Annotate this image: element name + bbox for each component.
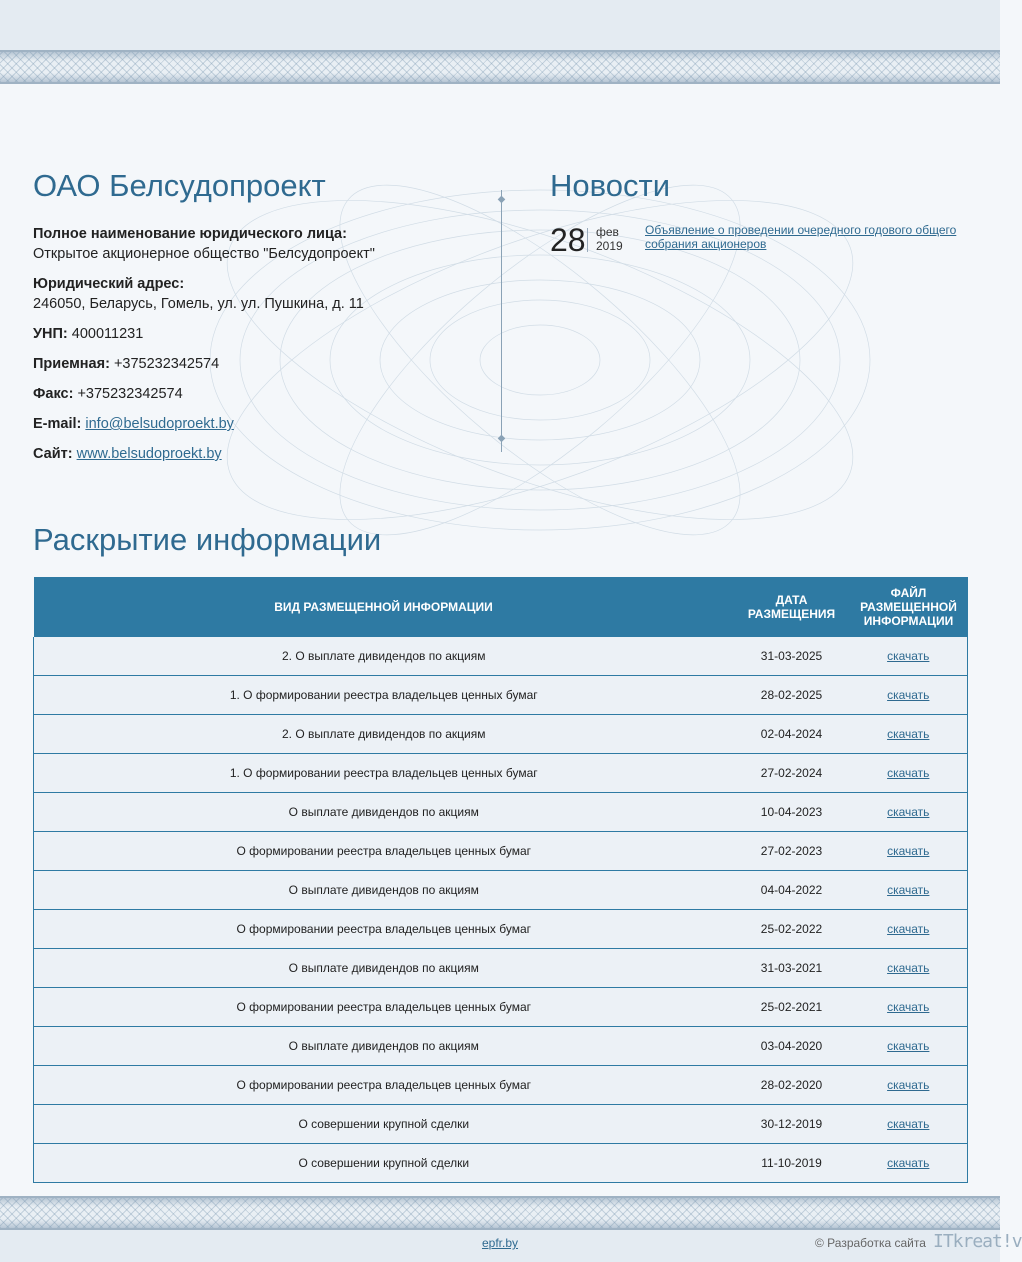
news-title: Новости xyxy=(550,168,671,203)
site-link[interactable]: www.belsudoproekt.by xyxy=(76,446,222,462)
table-row xyxy=(34,832,968,871)
cell-file xyxy=(850,715,968,754)
cell-date: 04-04-2022 xyxy=(734,871,850,910)
download-link[interactable]: скачать xyxy=(887,805,930,819)
cell-type: О формировании реестра владельцев ценных бумаг xyxy=(34,832,734,871)
cell-type: О выплате дивидендов по акциям xyxy=(34,793,734,832)
download-link[interactable]: скачать xyxy=(887,688,930,702)
cell-date: 03-04-2020 xyxy=(734,1027,850,1066)
cell-file xyxy=(850,871,968,910)
unp-label: УНП: xyxy=(33,326,68,342)
address-row xyxy=(33,274,473,314)
full-name-label: Полное наименование юридического лица: xyxy=(33,226,347,242)
header-type: ВИД РАЗМЕЩЕННОЙ ИНФОРМАЦИИ xyxy=(34,577,734,637)
address-value: 246050, Беларусь, Гомель, ул. ул. Пушкина, д. 11 xyxy=(33,296,364,312)
cell-type: О выплате дивидендов по акциям xyxy=(34,871,734,910)
cell-file xyxy=(850,676,968,715)
cell-file xyxy=(850,793,968,832)
table-row xyxy=(34,1144,968,1183)
table-row xyxy=(34,871,968,910)
table-row xyxy=(34,1105,968,1144)
fax-value: +375232342574 xyxy=(77,386,183,402)
table-row xyxy=(34,637,968,676)
cell-date: 02-04-2024 xyxy=(734,715,850,754)
cell-date: 28-02-2025 xyxy=(734,676,850,715)
download-link[interactable]: скачать xyxy=(887,1078,930,1092)
download-link[interactable]: скачать xyxy=(887,1156,930,1170)
full-name-row xyxy=(33,224,473,264)
table-header-row xyxy=(34,577,968,637)
table-row xyxy=(34,754,968,793)
address-label: Юридический адрес: xyxy=(33,276,185,292)
table-row xyxy=(34,676,968,715)
cell-type: 2. О выплате дивидендов по акциям xyxy=(34,715,734,754)
cell-file xyxy=(850,1066,968,1105)
cell-date: 31-03-2021 xyxy=(734,949,850,988)
footer-link[interactable]: epfr.by xyxy=(482,1236,519,1250)
disclosure-table-body xyxy=(34,637,968,1183)
cell-type: О формировании реестра владельцев ценных бумаг xyxy=(34,910,734,949)
cell-date: 31-03-2025 xyxy=(734,637,850,676)
email-label: E-mail: xyxy=(33,416,82,432)
cell-type: О совершении крупной сделки xyxy=(34,1144,734,1183)
reception-label: Приемная: xyxy=(33,356,110,372)
news-item xyxy=(550,222,970,262)
cell-date: 30-12-2019 xyxy=(734,1105,850,1144)
cell-date: 25-02-2022 xyxy=(734,910,850,949)
site-row xyxy=(33,444,473,464)
email-row xyxy=(33,414,473,434)
cell-file xyxy=(850,949,968,988)
developer-label: © Разработка сайта xyxy=(815,1236,926,1250)
developer-logo[interactable]: ITkreat!v xyxy=(933,1231,1022,1252)
cell-type: О выплате дивидендов по акциям xyxy=(34,1027,734,1066)
disclosure-title: Раскрытие информации xyxy=(33,522,382,557)
fax-row xyxy=(33,384,473,404)
cell-type: 2. О выплате дивидендов по акциям xyxy=(34,637,734,676)
fax-label: Факс: xyxy=(33,386,74,402)
cell-file xyxy=(850,1105,968,1144)
cell-file xyxy=(850,754,968,793)
download-link[interactable]: скачать xyxy=(887,727,930,741)
cell-type: О совершении крупной сделки xyxy=(34,1105,734,1144)
cell-file xyxy=(850,832,968,871)
email-link[interactable]: info@belsudoproekt.by xyxy=(85,416,234,432)
reception-row xyxy=(33,354,473,374)
download-link[interactable]: скачать xyxy=(887,844,930,858)
table-row xyxy=(34,949,968,988)
cell-file xyxy=(850,1144,968,1183)
footer-ornament xyxy=(0,1196,1000,1230)
download-link[interactable]: скачать xyxy=(887,1000,930,1014)
cell-date: 25-02-2021 xyxy=(734,988,850,1027)
cell-type: О формировании реестра владельцев ценных бумаг xyxy=(34,1066,734,1105)
news-day: 28 xyxy=(550,222,586,258)
cell-type: 1. О формировании реестра владельцев ценных бумаг xyxy=(34,676,734,715)
disclosure-table-wrap xyxy=(33,577,967,1183)
header-file: ФАЙЛ РАЗМЕЩЕННОЙ ИНФОРМАЦИИ xyxy=(850,577,968,637)
cell-date: 27-02-2024 xyxy=(734,754,850,793)
divider-cap-top: ◆ xyxy=(497,194,506,205)
cell-date: 10-04-2023 xyxy=(734,793,850,832)
cell-file xyxy=(850,988,968,1027)
news-month: фев xyxy=(596,225,619,239)
news-date-separator xyxy=(587,228,588,252)
full-name-value: Открытое акционерное общество "Белсудопроект" xyxy=(33,246,375,262)
download-link[interactable]: скачать xyxy=(887,1117,930,1131)
cell-date: 27-02-2023 xyxy=(734,832,850,871)
cell-file xyxy=(850,637,968,676)
table-row xyxy=(34,1027,968,1066)
site-label: Сайт: xyxy=(33,446,73,462)
unp-row xyxy=(33,324,473,344)
download-link[interactable]: скачать xyxy=(887,766,930,780)
table-row xyxy=(34,910,968,949)
download-link[interactable]: скачать xyxy=(887,883,930,897)
table-row xyxy=(34,1066,968,1105)
cell-type: О формировании реестра владельцев ценных бумаг xyxy=(34,988,734,1027)
cell-file xyxy=(850,1027,968,1066)
download-link[interactable]: скачать xyxy=(887,961,930,975)
company-info xyxy=(33,224,473,474)
cell-date: 28-02-2020 xyxy=(734,1066,850,1105)
download-link[interactable]: скачать xyxy=(887,649,930,663)
table-row xyxy=(34,715,968,754)
cell-type: 1. О формировании реестра владельцев ценных бумаг xyxy=(34,754,734,793)
cell-type: О выплате дивидендов по акциям xyxy=(34,949,734,988)
table-row xyxy=(34,988,968,1027)
news-link[interactable]: Объявление о проведении очередного годового общего собрания акционеров xyxy=(645,223,957,251)
disclosure-table xyxy=(33,577,968,1183)
unp-value: 400011231 xyxy=(71,326,144,342)
news-year: 2019 xyxy=(596,239,623,253)
download-link[interactable]: скачать xyxy=(887,1039,930,1053)
cell-file xyxy=(850,910,968,949)
divider-cap-bottom: ◆ xyxy=(497,433,506,444)
company-title: ОАО Белсудопроект xyxy=(33,168,326,203)
cell-date: 11-10-2019 xyxy=(734,1144,850,1183)
column-divider xyxy=(501,190,502,452)
reception-value: +375232342574 xyxy=(113,356,220,372)
header-date: ДАТА РАЗМЕЩЕНИЯ xyxy=(734,577,850,637)
download-link[interactable]: скачать xyxy=(887,922,930,936)
table-row xyxy=(34,793,968,832)
